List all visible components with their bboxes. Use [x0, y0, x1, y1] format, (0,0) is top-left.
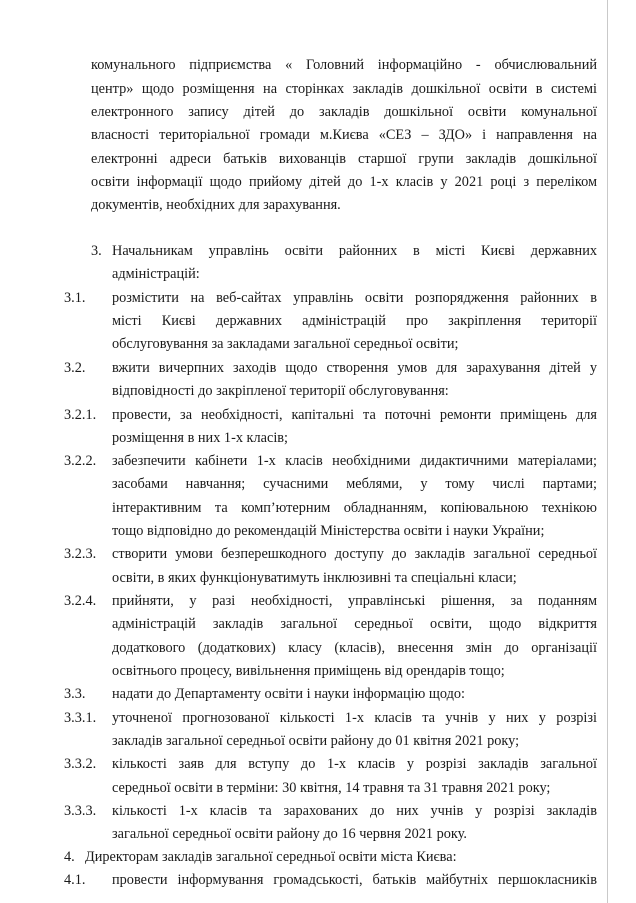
item-text-line: середньої освіти в терміни: 30 квітня, 14 травня та 31 травня 2021 року;	[112, 780, 551, 796]
text-line: комунального підприємства « Головний інформаційно - обчислювальний	[91, 57, 597, 73]
section-heading-line: Директорам закладів загальної середньої освіти міста Києва:	[85, 849, 457, 865]
item-text-line: кількості заяв для вступу до 1-х класів у розрізі закладів загальної	[112, 756, 597, 772]
item-text-line: надати до Департаменту освіти і науки інформацію щодо:	[112, 686, 466, 702]
item-text-line: уточненої прогнозованої кількості 1-х класів та учнів у них у розрізі	[112, 710, 597, 726]
item-text-line: місті Києві державних адміністрацій про закріплення території	[112, 313, 597, 329]
item-text-line: кількості 1-х класів та зарахованих до них учнів у розрізі закладів	[112, 803, 597, 819]
text-line: центр» щодо розміщення на сторінках закладів дошкільної освіти в системі	[91, 81, 597, 97]
item-text-line: загальної середньої освіти району до 16 червня 2021 року.	[112, 826, 467, 842]
item-text-line: тощо відповідно до рекомендацій Міністерства освіти і науки України;	[112, 523, 545, 539]
item-text-line: інтерактивним та комп’ютерним обладнанням, копіювальною технікою	[112, 500, 597, 516]
item-text-line: розмістити на веб-сайтах управлінь освіти розпорядження районних в	[112, 290, 597, 306]
section-number: 3.	[91, 243, 102, 259]
item-text-line: засобами навчання; сучасними меблями, у тому числі партами;	[112, 476, 597, 492]
item-number: 3.2.	[64, 360, 86, 376]
item-number: 3.3.1.	[64, 710, 97, 726]
item-text-line: обслуговування за закладами загальної середньої освіти;	[112, 336, 459, 352]
item-text-line: вжити вичерпних заходів щодо створення умов для зарахування дітей у	[112, 360, 597, 376]
item-number: 3.2.2.	[64, 453, 97, 469]
item-text-line: освітнього процесу, вивільнення приміщень від орендарів тощо;	[112, 663, 505, 679]
item-text-line: адміністрацій закладів загальної середньої освіти, щодо відкриття	[112, 616, 597, 632]
item-text-line: відповідності до закріпленої території обслуговування:	[112, 383, 449, 399]
item-number: 3.3.3.	[64, 803, 97, 819]
section-number: 4.	[64, 849, 75, 865]
item-number: 3.2.4.	[64, 593, 97, 609]
section-heading-line: адміністрацій:	[112, 266, 200, 282]
item-text-line: забезпечити кабінети 1-х класів необхідними дидактичними матеріалами;	[112, 453, 597, 469]
item-text-line: закладів загальної середньої освіти району до 01 квітня 2021 року;	[112, 733, 520, 749]
item-number: 3.2.1.	[64, 407, 97, 423]
item-number: 4.1.	[64, 872, 86, 888]
item-number: 3.1.	[64, 290, 86, 306]
text-line: освіти інформації щодо прийому дітей до 1-х класів у 2021 році з переліком	[91, 174, 597, 190]
item-text-line: провести, за необхідності, капітальні та поточні ремонти приміщень для	[112, 407, 597, 423]
text-line: електронні адреси батьків вихованців старшої групи закладів дошкільної	[91, 151, 597, 167]
item-number: 3.2.3.	[64, 546, 97, 562]
item-text-line: освіти, в яких функціонуватимуть інклюзивні та спеціальні класи;	[112, 570, 517, 586]
item-text-line: створити умови безперешкодного доступу до закладів загальної середньої	[112, 546, 597, 562]
item-text-line: розміщення в них 1-х класів;	[112, 430, 289, 446]
item-text-line: провести інформування громадськості, батьків майбутніх першокласників	[112, 872, 597, 888]
item-number: 3.3.2.	[64, 756, 97, 772]
text-line: електронного запису дітей до закладів дошкільної освіти комунальної	[91, 104, 597, 120]
section-heading-line: Начальникам управлінь освіти районних в місті Києві державних	[112, 243, 597, 259]
page-edge-shadow	[607, 0, 608, 903]
item-text-line: додаткового (додаткових) класу (класів), внесення змін до організації	[112, 640, 597, 656]
item-number: 3.3.	[64, 686, 86, 702]
item-text-line: прийняти, у разі необхідності, управлінські рішення, за поданням	[112, 593, 597, 609]
text-line: власності територіальної громади м.Києва «СЕЗ – ЗДО» і направлення на	[91, 127, 597, 143]
text-line: документів, необхідних для зарахування.	[91, 197, 341, 213]
